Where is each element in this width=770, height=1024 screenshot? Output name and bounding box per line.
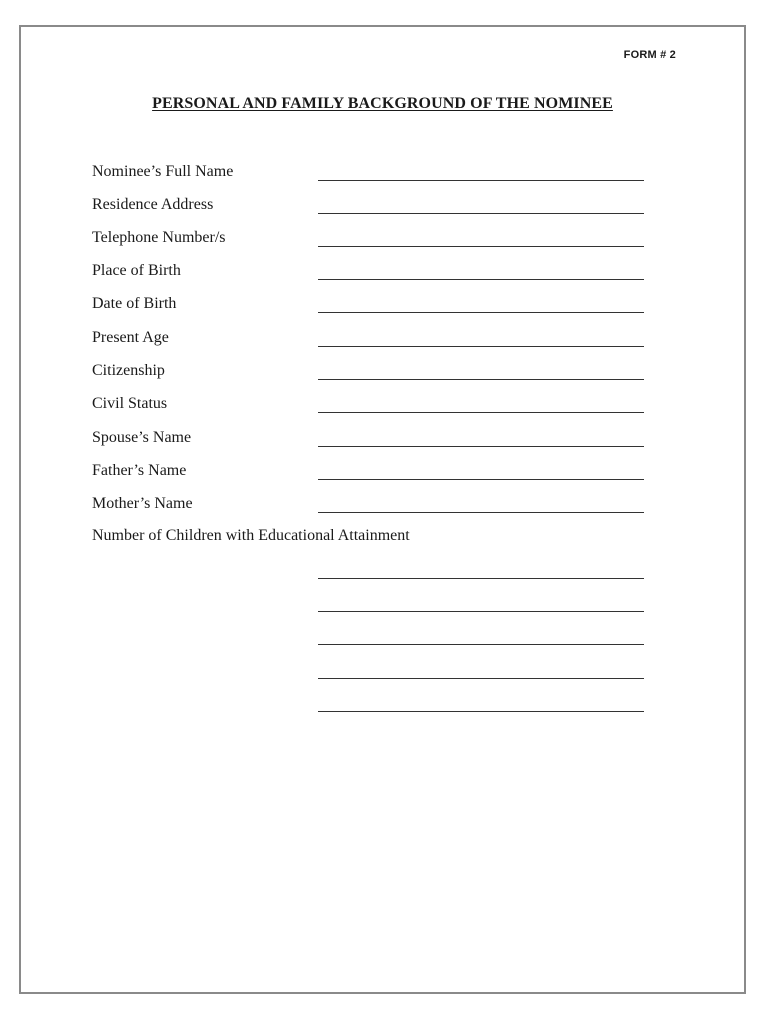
field-row-telephone [92,227,647,251]
field-row-citizenship [92,360,647,384]
form-number: FORM # 2 [623,49,676,61]
field-row-residence-address [92,194,647,218]
date-of-birth-field[interactable] [318,312,644,313]
field-row-full-name [92,161,647,185]
field-row-present-age [92,327,647,351]
field-label: Residence Address [92,196,214,213]
field-label: Citizenship [92,362,165,379]
citizenship-field[interactable] [318,379,644,380]
children-line-5[interactable] [318,711,644,712]
field-row-mother-name [92,493,647,517]
field-label: Spouse’s Name [92,429,192,446]
field-row-place-of-birth [92,260,647,284]
father-name-field[interactable] [318,479,644,480]
children-line-2[interactable] [318,611,644,612]
field-label: Place of Birth [92,262,181,279]
children-line-3[interactable] [318,644,644,645]
children-line-4[interactable] [318,678,644,679]
field-label: Nominee’s Full Name [92,163,234,180]
field-label: Present Age [92,329,169,346]
field-label: Date of Birth [92,295,177,312]
form-title: PERSONAL AND FAMILY BACKGROUND OF THE NOMINEE [152,95,613,112]
children-label: Number of Children with Educational Attainment [92,527,410,544]
field-row-father-name [92,460,647,484]
present-age-field[interactable] [318,346,644,347]
field-label: Civil Status [92,395,168,412]
place-of-birth-field[interactable] [318,279,644,280]
telephone-field[interactable] [318,246,644,247]
field-row-civil-status [92,393,647,417]
spouse-name-field[interactable] [318,446,644,447]
children-line-1[interactable] [318,578,644,579]
field-label: Mother’s Name [92,495,193,512]
mother-name-field[interactable] [318,512,644,513]
residence-address-field[interactable] [318,213,644,214]
field-row-spouse-name [92,427,647,451]
field-row-date-of-birth [92,293,647,317]
field-label: Telephone Number/s [92,229,226,246]
full-name-field[interactable] [318,180,644,181]
civil-status-field[interactable] [318,412,644,413]
field-label: Father’s Name [92,462,187,479]
form-page [19,25,746,994]
